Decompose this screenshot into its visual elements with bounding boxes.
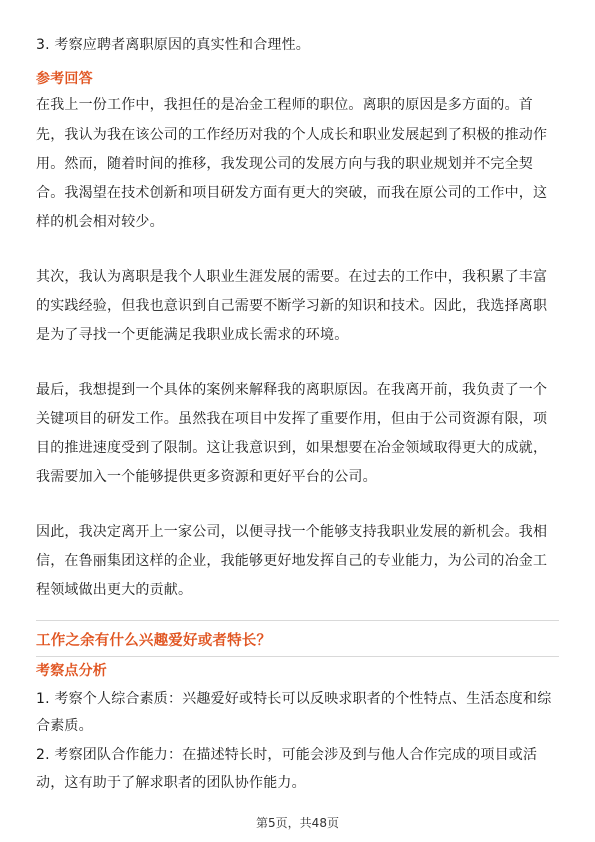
- para1-line-2: 先，我认为我在该公司的工作经历对我的个人成长和职业发展起到了积极的推动作: [36, 127, 548, 143]
- answer-label: 参考回答: [36, 71, 93, 87]
- para2-line-2: 的实践经验，但我也意识到自己需要不断学习新的知识和技术。因此，我选择离职: [36, 298, 548, 314]
- para3-line-1: 最后，我想提到一个具体的案例来解释我的离职原因。在我离开前，我负责了一个: [36, 382, 548, 398]
- para1-line-4: 合。我渴望在技术创新和项目研发方面有更大的突破，而我在原公司的工作中，这: [36, 185, 548, 201]
- para3-line-3: 目的推进速度受到了限制。这让我意识到，如果想要在冶金领域取得更大的成就，: [36, 440, 548, 456]
- para4-line-1: 因此，我决定离开上一家公司，以便寻找一个能够支持我职业发展的新机会。我相: [36, 524, 548, 540]
- point-1-line-2: 合素质。: [36, 718, 93, 734]
- criterion-line-3: 3. 考察应聘者离职原因的真实性和合理性。: [36, 37, 311, 53]
- question-heading: 工作之余有什么兴趣爱好或者特长？: [36, 633, 272, 649]
- point-1-line-1: 1. 考察个人综合素质：兴趣爱好或特长可以反映求职者的个性特点、生活态度和综: [36, 691, 552, 707]
- point-2-line-2: 动，这有助于了解求职者的团队协作能力。: [36, 775, 306, 791]
- para3-line-4: 我需要加入一个能够提供更多资源和更好平台的公司。: [36, 469, 377, 485]
- para4-line-3: 程领域做出更大的贡献。: [36, 582, 193, 598]
- page-footer: 第5页，共48页: [256, 816, 339, 830]
- section-divider-bottom: [36, 656, 559, 657]
- analysis-label: 考察点分析: [36, 663, 107, 679]
- para2-line-3: 是为了寻找一个更能满足我职业成长需求的环境。: [36, 327, 349, 343]
- section-divider-top: [36, 620, 559, 621]
- para3-line-2: 关键项目的研发工作。虽然我在项目中发挥了重要作用，但由于公司资源有限，项: [36, 411, 548, 427]
- para1-line-1: 在我上一份工作中，我担任的是冶金工程师的职位。离职的原因是多方面的。首: [36, 97, 533, 113]
- point-2-line-1: 2. 考察团队合作能力：在描述特长时，可能会涉及到与他人合作完成的项目或活: [36, 747, 538, 763]
- para1-line-3: 用。然而，随着时间的推移，我发现公司的发展方向与我的职业规划并不完全契: [36, 156, 533, 172]
- para4-line-2: 信，在鲁丽集团这样的企业，我能够更好地发挥自己的专业能力，为公司的冶金工: [36, 553, 548, 569]
- para2-line-1: 其次，我认为离职是我个人职业生涯发展的需要。在过去的工作中，我积累了丰富: [36, 269, 548, 285]
- para1-line-5: 样的机会相对较少。: [36, 214, 164, 230]
